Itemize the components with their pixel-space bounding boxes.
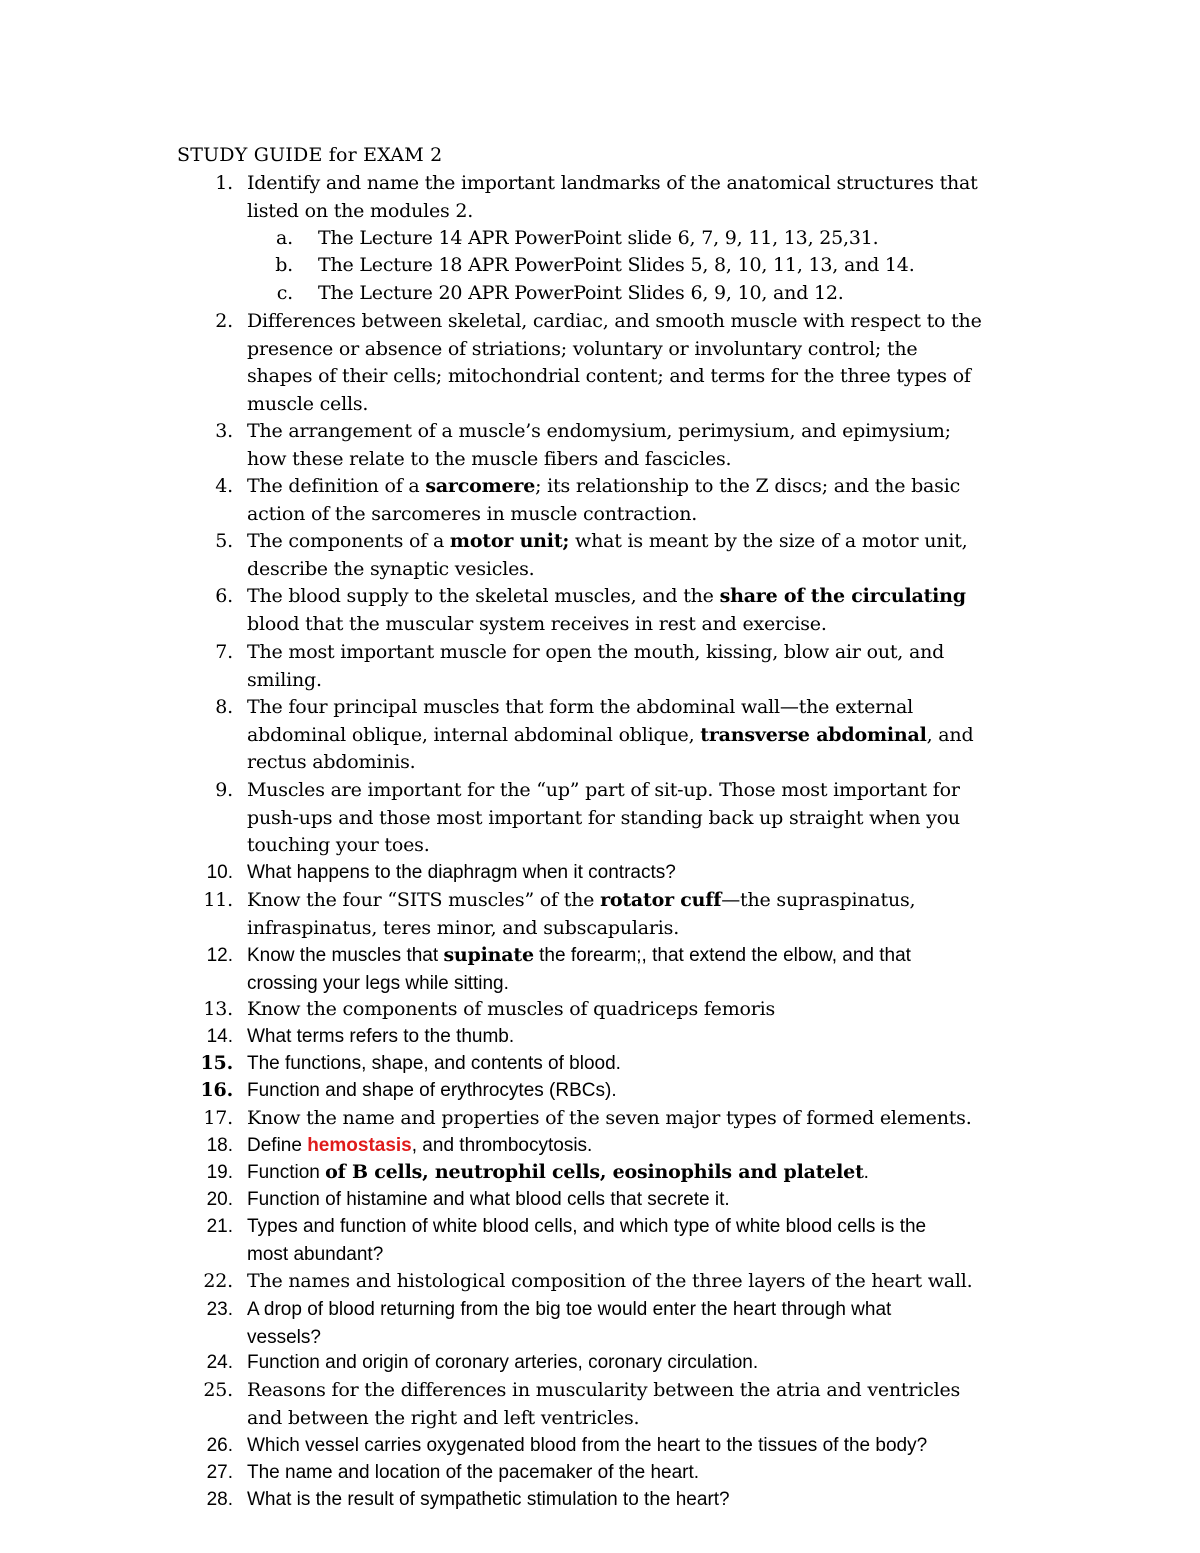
item-text: Differences between skeletal, cardiac, and smooth muscle with respect to the xyxy=(247,310,982,332)
item-text: describe the synaptic vesicles. xyxy=(247,557,535,580)
item-text: The functions, shape, and contents of blood. xyxy=(247,1053,621,1074)
item-number: 9. xyxy=(215,779,233,801)
item-number: 28. xyxy=(206,1489,233,1510)
item-text-bold: transverse abdominal xyxy=(700,723,927,746)
item-number: 22. xyxy=(203,1270,233,1292)
item-text: Reasons for the differences in muscularity between the atria and ventricles xyxy=(247,1379,961,1401)
sub-item-text: The Lecture 14 APR PowerPoint slide 6, 7, 9, 11, 13, 25,31. xyxy=(318,227,879,249)
item-text: most abundant? xyxy=(247,1243,384,1265)
item-text: The components of a xyxy=(247,530,450,552)
item-text: the forearm;, that extend the elbow, and that xyxy=(533,945,911,966)
item-text: muscle cells. xyxy=(247,392,369,415)
item-text: presence or absence of striations; voluntary or involuntary control; the xyxy=(247,337,918,360)
item-number: 12. xyxy=(206,945,233,966)
item-number: 21. xyxy=(206,1216,233,1237)
item-text: vessels? xyxy=(247,1326,321,1348)
item-number: 23. xyxy=(206,1299,233,1320)
item-text: listed on the modules 2. xyxy=(247,199,474,222)
item-text: crossing your legs while sitting. xyxy=(247,972,509,994)
item-number: 27. xyxy=(206,1462,233,1483)
item-text: Which vessel carries oxygenated blood from the heart to the tissues of the body? xyxy=(247,1435,928,1456)
sub-item-text: The Lecture 18 APR PowerPoint Slides 5, 8, 10, 11, 13, and 14. xyxy=(318,254,915,276)
item-number: 17. xyxy=(203,1107,233,1129)
item-number: 14. xyxy=(206,1026,233,1047)
item-text: Function and shape of erythrocytes (RBCs). xyxy=(247,1080,617,1101)
item-text: The four principal muscles that form the abdominal wall—the external xyxy=(247,696,914,718)
item-text: . xyxy=(863,1162,869,1183)
item-text: Identify and name the important landmarks of the anatomical structures that xyxy=(247,172,978,194)
item-number: 20. xyxy=(206,1189,233,1210)
item-text: Know the four “SITS muscles” of the xyxy=(247,889,601,911)
item-text: infraspinatus, teres minor, and subscapularis. xyxy=(247,916,680,939)
item-text-bold: share of the circulating xyxy=(719,585,966,607)
item-text-bold: motor unit; xyxy=(449,530,570,552)
item-number: 1. xyxy=(215,172,233,194)
item-text: Types and function of white blood cells, and which type of white blood cells is the xyxy=(247,1216,927,1237)
item-text: touching your toes. xyxy=(247,834,430,856)
item-number: 7. xyxy=(215,641,233,663)
item-text: Know the name and properties of the seven major types of formed elements. xyxy=(247,1107,972,1129)
item-text: Define xyxy=(247,1135,308,1156)
item-text: Know the muscles that xyxy=(247,945,444,966)
item-text: blood that the muscular system receives in rest and exercise. xyxy=(247,612,827,635)
item-text: ; its relationship to the Z discs; and the basic xyxy=(535,475,961,497)
item-number: 16. xyxy=(200,1079,233,1101)
item-number: 18. xyxy=(206,1135,233,1156)
item-number: 3. xyxy=(215,420,233,442)
item-text: The names and histological composition of the three layers of the heart wall. xyxy=(247,1270,973,1292)
item-text: What is the result of sympathetic stimulation to the heart? xyxy=(247,1489,730,1510)
item-text: A drop of blood returning from the big toe would enter the heart through what xyxy=(247,1299,892,1320)
item-number: 26. xyxy=(206,1435,233,1456)
item-number: 6. xyxy=(215,585,233,607)
item-text: what is meant by the size of a motor unit, xyxy=(569,530,968,552)
item-number: 4. xyxy=(215,475,233,497)
item-number: 19. xyxy=(206,1162,233,1183)
sub-item-text: The Lecture 20 APR PowerPoint Slides 6, 9, 10, and 12. xyxy=(318,282,844,304)
item-text-bold: sarcomere xyxy=(425,475,536,497)
item-text: , and thrombocytosis. xyxy=(411,1135,593,1156)
sub-item-letter: b. xyxy=(275,254,293,276)
item-text: Muscles are important for the “up” part of sit-up. Those most important for xyxy=(247,779,960,801)
sub-item-letter: c. xyxy=(276,282,293,304)
item-text: shapes of their cells; mitochondrial content; and terms for the three types of xyxy=(247,365,971,387)
item-number: 10. xyxy=(206,862,233,883)
item-number: 13. xyxy=(203,998,233,1020)
item-text: how these relate to the muscle fibers and fascicles. xyxy=(247,447,732,470)
item-number: 2. xyxy=(215,310,233,332)
item-text: Function of histamine and what blood cells that secrete it. xyxy=(247,1189,730,1210)
item-text-bold: supinate xyxy=(443,944,534,966)
item-text-bold: of B cells, neutrophil cells, eosinophils and platelet xyxy=(325,1161,864,1183)
item-text: The arrangement of a muscle’s endomysium, perimysium, and epimysium; xyxy=(247,420,951,442)
item-text: abdominal oblique, internal abdominal oblique, xyxy=(247,723,701,746)
item-text: Know the components of muscles of quadriceps femoris xyxy=(247,998,776,1020)
item-text: The blood supply to the skeletal muscles, and the xyxy=(247,585,720,607)
item-number: 8. xyxy=(215,696,233,718)
item-text: Function xyxy=(247,1162,326,1183)
item-text: —the supraspinatus, xyxy=(721,889,916,911)
item-text: The most important muscle for open the mouth, kissing, blow air out, and xyxy=(247,641,945,663)
page-title: STUDY GUIDE for EXAM 2 xyxy=(177,144,443,166)
sub-item-letter: a. xyxy=(276,227,293,249)
item-text: The name and location of the pacemaker of the heart. xyxy=(247,1462,700,1483)
item-number: 11. xyxy=(203,889,233,911)
item-text-bold: rotator cuff xyxy=(600,889,722,911)
item-text-highlight: hemostasis xyxy=(307,1135,412,1156)
item-text: and between the right and left ventricles. xyxy=(247,1406,640,1429)
item-text: , and xyxy=(926,723,974,746)
item-text: action of the sarcomeres in muscle contraction. xyxy=(247,502,698,525)
item-text: smiling. xyxy=(247,668,322,691)
item-text: The definition of a xyxy=(247,475,426,497)
item-number: 15. xyxy=(200,1052,233,1074)
item-text: push-ups and those most important for standing back up straight when you xyxy=(247,806,960,829)
item-number: 5. xyxy=(215,530,233,552)
item-text: What terms refers to the thumb. xyxy=(247,1026,515,1047)
item-text: Function and origin of coronary arteries, coronary circulation. xyxy=(247,1352,759,1373)
item-number: 25. xyxy=(203,1379,233,1401)
item-text: rectus abdominis. xyxy=(247,751,416,773)
item-number: 24. xyxy=(206,1352,233,1373)
item-text: What happens to the diaphragm when it contracts? xyxy=(247,862,676,883)
